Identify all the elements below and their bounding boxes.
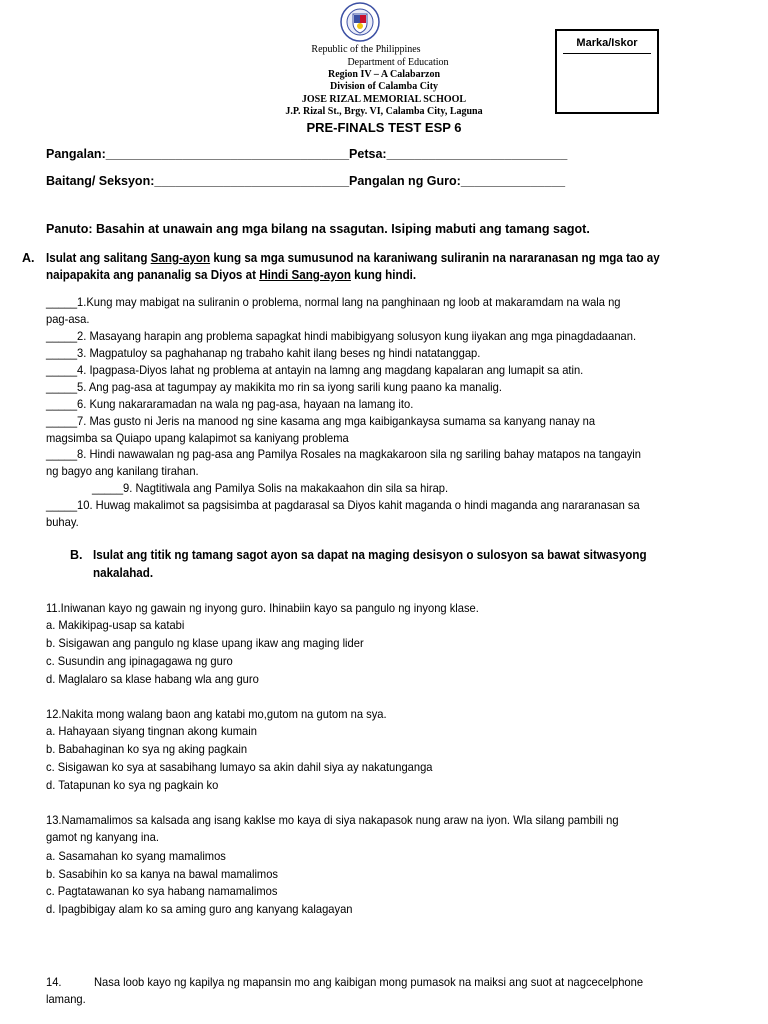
section-a-heading-line2 bbox=[46, 268, 416, 282]
q14-number: 14. bbox=[46, 975, 62, 989]
name-date-field[interactable]: Pangalan:___________________________________Petsa:__________________________ bbox=[46, 147, 568, 161]
q13-option-d: d. Ipagbibigay alam ko sa aming guro ang kanyang kalagayan bbox=[46, 902, 353, 916]
score-divider bbox=[563, 53, 651, 54]
q12-option-b: b. Babahaginan ko sya ng aking pagkain bbox=[46, 742, 248, 756]
deped-seal-icon bbox=[340, 2, 380, 42]
q12-option-a: a. Hahayaan siyang tingnan akong kumain bbox=[46, 724, 257, 738]
header-school: JOSE RIZAL MEMORIAL SCHOOL bbox=[301, 94, 467, 105]
item-9: _____9. Nagtitiwala ang Pamilya Solis na makakaahon din sila sa hirap. bbox=[92, 481, 449, 495]
header-republic: Republic of the Philippines bbox=[311, 44, 421, 55]
q12-option-d: d. Tatapunan ko sya ng pagkain ko bbox=[46, 778, 219, 792]
section-b-letter: B. bbox=[70, 548, 83, 562]
q14-question-line1: Nasa loob kayo ng kapilya ng mapansin mo ang kaibigan mong pumasok na maiksi ang suot at nagcecelphone bbox=[94, 975, 644, 989]
q14-question-line2: lamang. bbox=[46, 992, 86, 1006]
section-a-heading-line1 bbox=[46, 251, 660, 265]
section-a-letter: A. bbox=[22, 251, 35, 265]
item-2: _____2. Masayang harapin ang problema sapagkat hindi mabibigyang solusyon kung iiyakan ang mga pinagdadaanan. bbox=[46, 329, 637, 343]
item-8-line2: ng bagyo ang kanilang tirahan. bbox=[46, 464, 199, 478]
item-10-line2: buhay. bbox=[46, 515, 79, 529]
item-4: _____4. Ipagpasa-Diyos lahat ng problema at antayin na lamng ang magdang kapalaran ang lumapit sa atin. bbox=[46, 363, 584, 377]
item-1-line2: pag-asa. bbox=[46, 312, 90, 326]
q11-option-b: b. Sisigawan ang pangulo ng klase upang ikaw ang maging lider bbox=[46, 636, 364, 650]
item-7-line2: magsimba sa Quiapo upang kalapimot sa kaniyang problema bbox=[46, 431, 349, 445]
section-b-heading-line2: nakalahad. bbox=[93, 566, 154, 580]
q12-question: 12.Nakita mong walang baon ang katabi mo,gutom na gutom na sya. bbox=[46, 707, 387, 721]
item-8-line1: _____8. Hindi nawawalan ng pag-asa ang Pamilya Rosales na magkakaroon sila ng sariling bahay matapos na tangayin bbox=[46, 447, 641, 461]
header-division: Division of Calamba City bbox=[329, 81, 439, 92]
item-1-line1: _____1.Kung may mabigat na suliranin o problema, normal lang na panghinaan ng loob at makaramdam na wala ng bbox=[46, 295, 621, 309]
header-department: Department of Education bbox=[347, 57, 449, 68]
section-a-heading-line2-pre: naipapakita ang pananalig sa Diyos at bbox=[46, 268, 260, 282]
score-box bbox=[555, 29, 659, 114]
header-address: J.P. Rizal St., Brgy. VI, Calamba City, Laguna bbox=[285, 106, 483, 117]
section-a-heading-line1-pre: Isulat ang salitang bbox=[46, 251, 151, 265]
q11-option-a: a. Makikipag-usap sa katabi bbox=[46, 618, 185, 632]
item-7-line1: _____7. Mas gusto ni Jeris na manood ng sine kasama ang mga kaibigankaysa sumama sa kanyang nanay na bbox=[46, 414, 596, 428]
section-a-heading-line2-post: kung hindi. bbox=[350, 268, 417, 282]
q11-option-c: c. Susundin ang ipinagagawa ng guro bbox=[46, 654, 233, 668]
instructions: Panuto: Basahin at unawain ang mga bilang na ssagutan. Isiping mabuti ang tamang sagot. bbox=[46, 222, 590, 236]
q13-option-c: c. Pagtatawanan ko sya habang namamalimos bbox=[46, 884, 278, 898]
q11-option-d: d. Maglalaro sa klase habang wla ang guro bbox=[46, 672, 259, 686]
q13-option-b: b. Sasabihin ko sa kanya na bawal mamalimos bbox=[46, 867, 279, 881]
q13-question-line1: 13.Namamalimos sa kalsada ang isang kaklse mo kaya di siya nakapasok nung araw na iyon. Wla silang pambili ng bbox=[46, 813, 619, 827]
test-title: PRE-FINALS TEST ESP 6 bbox=[306, 120, 462, 135]
score-label: Marka/Iskor bbox=[576, 37, 638, 49]
hindi-sang-ayon-term: Hindi Sang-ayon bbox=[259, 268, 351, 282]
section-a-heading-line1-post: kung sa mga sumusunod na karaniwang suliranin na nararanasan ng mga tao ay bbox=[210, 251, 660, 265]
grade-teacher-field[interactable]: Baitang/ Seksyon:____________________________Pangalan ng Guro:_______________ bbox=[46, 174, 566, 188]
q13-option-a: a. Sasamahan ko syang mamalimos bbox=[46, 849, 226, 863]
item-5: _____5. Ang pag-asa at tagumpay ay makikita mo rin sa iyong sarili kung paano ka manalig. bbox=[46, 380, 502, 394]
q13-question-line2: gamot ng kanyang ina. bbox=[46, 830, 159, 844]
item-6: _____6. Kung nakararamadan na wala ng pag-asa, hayaan na lamang ito. bbox=[46, 397, 414, 411]
item-3: _____3. Magpatuloy sa paghahanap ng trabaho kahit ilang beses ng hindi natatanggap. bbox=[46, 346, 481, 360]
q12-option-c: c. Sisigawan ko sya at sasabihang lumayo sa akin dahil siya ay nakatunganga bbox=[46, 760, 433, 774]
header-region: Region IV – A Calabarzon bbox=[327, 69, 441, 80]
item-10-line1: _____10. Huwag makalimot sa pagsisimba at pagdarasal sa Diyos kahit maganda o hindi maganda ang nararanasan sa bbox=[46, 498, 640, 512]
section-b-heading-line1: Isulat ang titik ng tamang sagot ayon sa dapat na maging desisyon o sulosyon sa bawat sitwasyong bbox=[93, 548, 647, 562]
sang-ayon-term: Sang-ayon bbox=[150, 251, 211, 265]
q11-question: 11.Iniwanan kayo ng gawain ng inyong guro. Ihinabiin kayo sa pangulo ng inyong klase. bbox=[46, 601, 479, 615]
